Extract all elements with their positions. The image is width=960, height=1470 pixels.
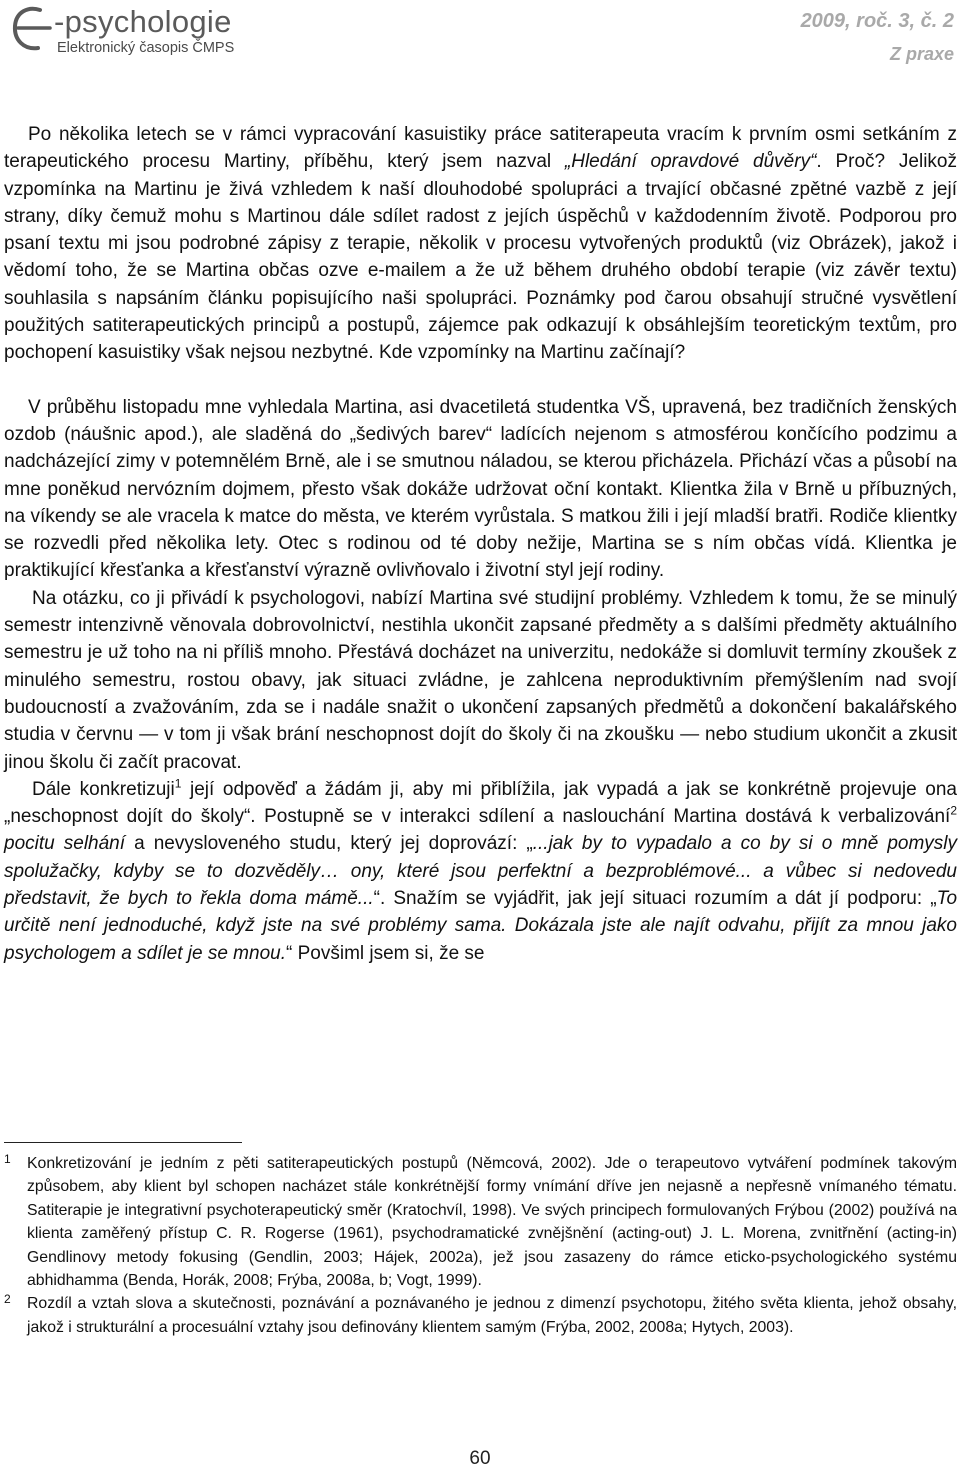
- footnote: [4, 1292, 957, 1339]
- paragraph: V průběhu listopadu mne vyhledala Martina, asi dvacetiletá studentka VŠ, upravená, bez tradičních ženských ozdob (náušnic apod.), ale sladěná do „šedivých barev“ ladících nejenom s atmosférou končícího podzimu a nadcházející zimy v potemnělém Brně, ale i se smutnou náladou, se kterou přicházela. Přichází včas a působí na mne poněkud nervózním dojmem, přesto však dokáže udržovat oční kontakt. Klientka žila v Brně u příbuzných, na víkendy se ale vracela k matce do města, ve kterém vyrůstala. S matkou žili i její mladší bratři. Rodiče klientky se rozvedli před několika lety. Otec s rodinou od té doby nežije, Martina se s ním občas vídá. Klientka je praktikující křesťanka a křesťanství výrazně ovlivňovalo i životní styl její rodiny.: [4, 396, 957, 582]
- logo-subtitle: Elektronický časopis ČMPS: [57, 40, 235, 56]
- page-number: 60: [469, 1448, 491, 1469]
- logo-e-icon: [10, 4, 52, 56]
- footnote-text: Konkretizování je jedním z pěti satiterapeutických postupů (Němcová, 2002). Jde o terapeutovo vytváření podmínek takovým způsobem, aby klient byl schopen nacházet stále konkrétnější formy vnímání dříve jen nejasně a nepřesně vnímaného tématu. Satiterapie je integrativní psychoterapeutický směr (Kratochvíl, 1998). Ve svých principech formulovaných Frýbou (2002) používá na klienta zaměřený přístup C. R. Rogerse (1961), psychodramatické zvnějšnění (acting-out) J. L. Morena, zvnitřnění (acting-in) Gendlinovy metody fokusing (Gendlin, 2003; Hájek, 2002a), jež jsou zasazeny do rámce eticko-psychologického systému abhidhamma (Benda, Horák, 2008; Frýba, 2008a, b; Vogt, 1999).: [27, 1155, 957, 1290]
- text-run: Dále konkretizuji: [32, 778, 175, 800]
- journal-logo: [10, 2, 280, 62]
- article-body: [4, 121, 957, 967]
- issue-label: 2009, roč. 3, č. 2: [800, 10, 954, 32]
- text-run-italic: To určitě není jednoduché, když jste na své problémy sama. Dokázala jste ale najít odvahu, přijít za mnou jako psychologem a sdílet je se mnou.: [4, 888, 958, 964]
- logo-title: -psychologie: [54, 4, 232, 39]
- page-header: [0, 0, 960, 70]
- footnote: [4, 1152, 957, 1292]
- footnote-divider: [4, 1142, 242, 1143]
- text-run: její odpověď a žádám ji, aby mi přiblížila, jak vypadá a jak se konkrétně projevuje ona „neschopnost dojít do školy“. Postupně se v interakci sdílení a naslouchání Martina dostává k verbalizování: [4, 778, 957, 828]
- text-run: a nevysloveného studu, který jej doprovází: „: [125, 833, 533, 855]
- text-run: “. Snažím se vyjádřit, jak její situaci rozumím a dát jí podporu: „: [373, 888, 937, 910]
- footnote-ref[interactable]: 1: [174, 776, 182, 791]
- text-run-italic: pocitu selhání: [4, 833, 126, 855]
- text-run: Po několika letech se v rámci vypracování kasuistiky práce satiterapeuta vracím k prvním osmi setkáním z terapeutického procesu Martiny, příběhu, který jsem nazval: [4, 124, 957, 173]
- footnote-text: Rozdíl a vztah slova a skutečnosti, poznávání a poznávaného je jednou z dimenzí psychotopu, žitého světa klienta, jehož obsahy, jakož i strukturální a procesuální vztahy jsou definovány klientem samým (Frýba, 2002, 2008a; Hytych, 2003).: [27, 1295, 957, 1336]
- section-label: Z praxe: [889, 44, 954, 64]
- paragraph: Na otázku, co ji přivádí k psychologovi, nabízí Martina své studijní problémy. Vzhledem k tomu, že se minulý semestr intenzivně věnovala dobrovolnictví, nestihla ukončit zapsané předměty a s dalšími předměty aktuálního semestru je už toho na ni příliš mnoho. Přestává docházet na univerzitu, nedokáže si domluvit termíny zkoušek z minulého semestru, rostou obavy, jak situaci zvládne, je zahlcena neproduktivním přemýšlením nad svojí budoucností a zvažováním, zda se i nadále snažit o ukončení zapsaných předmětů a dokončení bakalářského studia v červnu — v tom ji však brání neschopnost dojít do školy či na zkoušku — nebo studium ukončit a zkusit jinou školu či začít pracovat.: [4, 587, 957, 773]
- text-run-italic: „Hledání opravdové důvěry“: [564, 151, 817, 173]
- text-run: . Proč? Jelikož vzpomínka na Martinu je živá vzhledem k naší dlouhodobé spolupráci a trvající občasné zpětné vazbě z její strany, díky čemuž mohu s Martinou dále sdílet radost z jejích úspěchů v každodenním životě. Podporou pro psaní textu mi jsou podrobné zápisy z terapie, několik v procesu vytvořených produktů (viz Obrázek), jakož i vědomí toho, že se Martina občas ozve e-mailem a že už během druhého období terapie (viz závěr textu) souhlasila s napsáním článku popisujícího naši spolupráci. Poznámky pod čarou obsahují stručné vysvětlení použitých satiterapeutických principů a postupů, zájemce pak odkazují k obsáhlejším teoretickým textům, pro pochopení kasuistiky však nejsou nezbytné. Kde vzpomínky na Martinu začínají?: [4, 151, 957, 364]
- paragraph: [4, 776, 957, 967]
- footnote-number: 2: [4, 1292, 11, 1307]
- paragraph-intro: [4, 121, 957, 367]
- footnote-ref[interactable]: 2: [950, 803, 957, 818]
- text-run-italic: ...jak by to vypadalo a co by si o mně pomysly spolužačky, kdyby se to dozvěděly… ony, které jsou perfektní a bezproblémové... a vůbec si nedovedu představit, že bych to řekla doma mámě...: [4, 833, 958, 910]
- text-run: “ Povšiml jsem si, že se: [286, 942, 485, 964]
- footnote-number: 1: [4, 1152, 11, 1166]
- footnotes: [4, 1152, 957, 1339]
